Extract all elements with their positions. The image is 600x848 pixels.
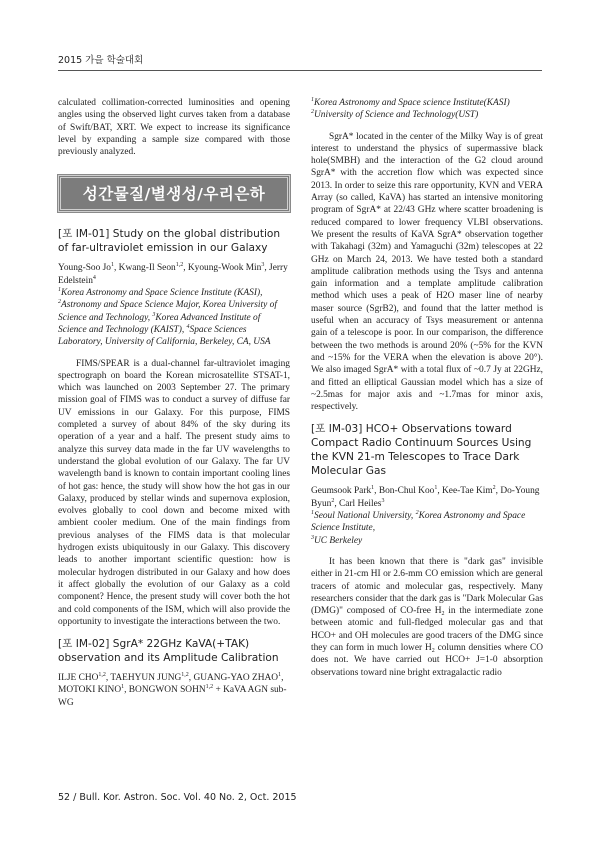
- aff-sup: 4: [186, 323, 190, 330]
- im03-authors: Geumsook Park$^1$, Bon-Chul Koo$^1$, Kee-Tae Kim$^2$, Do-Young Byun$^2$, Carl Heiles$^3$: [311, 485, 540, 509]
- im02-affiliations: [311, 97, 543, 122]
- affiliation: Seoul National University,: [314, 511, 414, 522]
- author-sup: 3: [381, 497, 385, 504]
- author-sup: 1: [371, 485, 375, 492]
- author-sup: 2: [492, 485, 496, 492]
- affiliation: UC Berkeley: [314, 535, 363, 546]
- affiliation: Korea Astronomy and Space Science Institute (KASI),: [61, 288, 263, 299]
- author-sup: 1: [121, 684, 125, 691]
- im03-abstract: [311, 556, 543, 679]
- im03-affiliations: [311, 510, 543, 547]
- author-name: Carl Heiles: [339, 498, 382, 509]
- author-name: Kyoung-Wook Min: [187, 263, 262, 274]
- im01-abstract: FIMS/SPEAR is a dual-channel far-ultraviolet imaging spectrograph on board the Korean microsatellite STSAT-1, which was launched on 2003 September 27. The primary mission goal of FIMS was to conduct a survey of diffuse far UV emissions in our Galaxy. For this purpose, FIMS completed a survey of about 84% of the sky during its operation of a year and a half. The present study aims to analyze this survey data made in the far UV wavelengths to understand the global evolution of our Galaxy. The far UV wavelength band is known to contain important cooling lines of hot gas: hence, the study will show how the hot gas in our Galaxy, produced by stellar winds and supernova explosion, evolves globally to cool down and become mixed with ambient cooler medium. One of the main findings from previous analyses of the FIMS data is that molecular hydrogen exists ubiquitously in our Galaxy. This discovery leads to another important scientific question: how is molecular hydrogen distributed in our Galaxy and how does it affect globally the evolution of our Galaxy as a cold component? Hence, the present study will cover both the hot and cold components of the ISM, which will also provide the opportunity to investigate the interactions between the two.: [58, 358, 290, 627]
- affiliation: Korea Astronomy and Space science Institute(KASI): [314, 98, 510, 108]
- im01-authors: Young-Soo Jo$^1$, Kwang-Il Seon$^{1,2}$, Kyoung-Wook Min$^3$, Jerry Edelstein$^4$: [58, 262, 288, 286]
- im01-title: [포 IM-01] Study on the global distribution of far-ultraviolet emission in our Galaxy: [58, 228, 281, 255]
- author-name: Kee-Tae Kim: [442, 486, 493, 497]
- abstract-part: column densities where CO does not. We have carried out HCO+ J=1-0 absorption observations toward nine bright extragalactic radio: [311, 642, 543, 678]
- aff-sup: 2: [58, 299, 61, 306]
- section-banner: 성간물질/별생성/우리은하: [58, 175, 290, 212]
- author-name: Bon-Chul Koo: [378, 486, 435, 497]
- affiliation: Space Sciences Laboratory, University of California, Berkeley, CA, USA: [58, 324, 271, 348]
- author-name: MOTOKI KINO: [58, 685, 122, 696]
- author-sup: 1: [110, 262, 114, 269]
- author-name: Jerry Edelstein: [58, 263, 288, 286]
- author-name: TAEHYUN JUNG: [110, 673, 182, 684]
- author-name: BONGWON SOHN: [128, 685, 206, 696]
- author-name: Young-Soo Jo: [58, 263, 111, 274]
- aff-sup: 1: [311, 510, 314, 517]
- authors-tail: + KaVA AGN sub-WG: [58, 685, 287, 708]
- intro-paragraph: calculated collimation-corrected luminosities and opening angles using the observed light curves taken from a database of Swift/BAT, XRT. We expect to increase its significance level by expanding a sample size compared with those previously analyzed.: [58, 98, 290, 158]
- author-sup: 1,2: [205, 684, 214, 691]
- affiliation: Astronomy and Space Science Major, Korea University of Science and Technology,: [58, 300, 277, 323]
- author-name: Do-Young Byun: [311, 486, 540, 509]
- author-sup: 1: [434, 485, 438, 492]
- header-rule: [58, 70, 542, 71]
- aff-sup: 2: [415, 510, 419, 517]
- author-sup: 1: [278, 672, 282, 679]
- im03-title: [포 IM-03] HCO+ Observations toward Compact Radio Continuum Sources Using the KVN 21-m Telescopes to Trace Dark Molecular Gas: [311, 423, 532, 478]
- right-column: [311, 97, 543, 679]
- aff-sup: 2: [311, 109, 314, 116]
- im02-authors: ILJE CHO$^{1,2}$, TAEHYUN JUNG$^{1,2}$, GUANG-YAO ZHAO$^1$, MOTOKI KINO$^1$, BONGWON SOHN$^{1,2}$ + KaVA AGN sub-WG: [58, 672, 287, 708]
- aff-sup: 3: [152, 311, 156, 318]
- abstract-part: It has been known that there is "dark gas" invisible either in 21-cm HI or 2.6-mm CO emission which are general tracers of atomic and molecular gas, respectively. Many researchers consider that the dark gas is "Dark Molecular Gas (DMG)" composed of CO-free H: [311, 556, 543, 617]
- left-column: [58, 97, 290, 709]
- running-header: 2015 가을 학술대회: [58, 55, 144, 66]
- author-sup: 1,2: [175, 262, 184, 269]
- aff-sup: 1: [58, 287, 61, 294]
- abstract-part: in the intermediate zone between atomic and full-fledged molecular gas and that HCO+ and OH molecules are good tracers of the DMG since they can form in much lower H: [311, 606, 543, 653]
- affiliation: Korea Advanced Institute of Science and Technology (KAIST),: [58, 312, 261, 335]
- page-footer: 52 / Bull. Kor. Astron. Soc. Vol. 40 No. 2, Oct. 2015: [58, 792, 297, 803]
- author-name: Kwang-Il Seon: [118, 263, 176, 274]
- author-sup: 4: [92, 274, 96, 281]
- im01-affiliations: [58, 287, 290, 348]
- author-sup: 1,2: [98, 672, 106, 679]
- author-sup: 1,2: [181, 672, 189, 679]
- author-name: Geumsook Park: [311, 486, 372, 497]
- author-name: ILJE CHO: [58, 673, 99, 684]
- h2-subscript: 2: [441, 611, 445, 618]
- author-sup: 3: [261, 262, 265, 269]
- author-name: GUANG-YAO ZHAO: [193, 673, 279, 684]
- aff-sup: 1: [311, 97, 314, 103]
- h2-subscript: 2: [431, 647, 435, 654]
- im02-abstract: SgrA* located in the center of the Milky Way is of great interest to understand the physics of supermassive black hole(SMBH) and the interaction of the G2 cloud around SgrA* with the accretion flow which was expected since 2013. In order to seize this rare opportunity, KVN and VERA Array (so called, KaVA) has started an intensive monitoring program of SgrA* at 22/43 GHz where scatter broadening is reduced compared to lower frequency VLBI observations. We present the results of KaVA SgrA* observation together with Takahagi (32m) and Yamaguchi (32m) telescopes at 22 GHz on March 24, 2013. We have tested both a standard amplitude calibration methods using the Tsys and antenna gain information and a template amplitude calibration method which uses a peak of H2O maser line of nearby maser source (SgrB2), and found that the latter method is useful when an accuracy of Tsys measurement or antenna gain of a telescope is poor. In our comparison, the difference between the two methods is around 20% (~5% for the KVN and ~15% for the VERA when the elevation is above 20°). We also imaged SgrA* with a total flux of ~0.7 Jy at 22GHz, and fitted an elliptical Gaussian model which has a size of ~2.5mas for major axis and ~1.7mas for minor axis, respectively.: [311, 131, 543, 413]
- author-sup: 2: [331, 497, 335, 504]
- affiliation: Korea Astronomy and Space Science Institute,: [311, 511, 526, 534]
- affiliation: University of Science and Technology(UST): [314, 110, 479, 121]
- aff-sup: 3: [311, 534, 314, 541]
- im02-title: [포 IM-02] SgrA* 22GHz KaVA(+TAK) observation and its Amplitude Calibration: [58, 638, 279, 665]
